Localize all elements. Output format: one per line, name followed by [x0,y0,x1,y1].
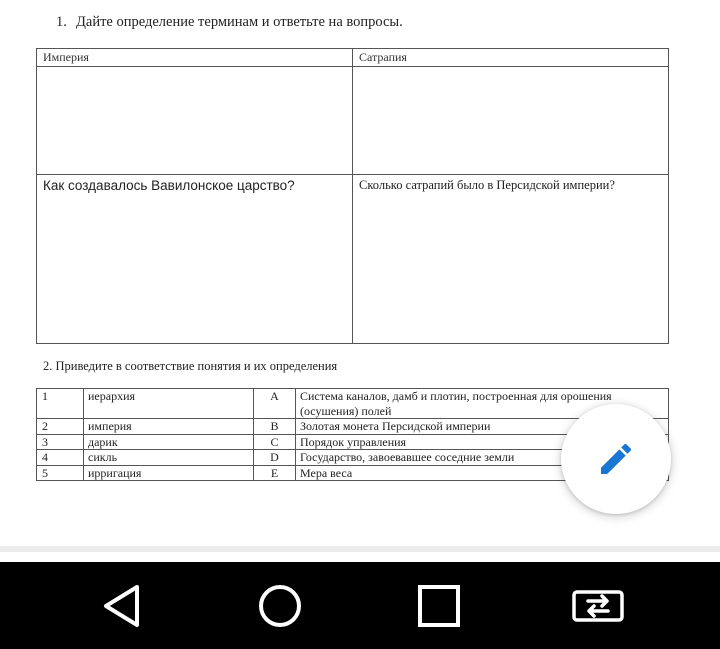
definition-cell: Государство, завоевавшее соседние земли [296,450,669,466]
term-cell: империя [84,419,254,435]
term-cell: сикль [84,450,254,466]
row-number: 3 [37,434,84,450]
letter-cell: B [254,419,296,435]
recents-square-icon [416,583,462,629]
content-bottom-divider [0,546,720,552]
definition-cell: Мера веса [296,465,669,481]
cell-satrapies-question [353,175,669,344]
rotate-screen-button[interactable] [568,580,628,632]
row-number: 1 [37,389,84,419]
edit-fab-button[interactable] [561,404,671,514]
question-babylon: Как создавалось Вавилонское царство? [43,178,295,193]
term-cell: ирригация [84,465,254,481]
table-row [37,389,669,419]
definitions-table [36,48,669,344]
definition-cell: Система каналов, дамб и плотин, построенная для орошения (осушения) полей [296,389,669,419]
definition-cell: Золотая монета Персидской империи [296,419,669,435]
row-number: 5 [37,465,84,481]
rotate-screen-icon [570,586,626,626]
definition-cell: Порядок управления [296,434,669,450]
cell-satrapy-answer [353,67,669,175]
letter-cell: D [254,450,296,466]
home-circle-icon [256,582,304,630]
letter-cell: E [254,465,296,481]
term-cell: дарик [84,434,254,450]
back-button[interactable] [91,580,151,632]
letter-cell: C [254,434,296,450]
home-button[interactable] [250,580,310,632]
pencil-icon [596,439,636,479]
term-cell: иерархия [84,389,254,419]
question-satrapies: Сколько сатрапий было в Персидской империи? [359,178,615,192]
task1-heading [56,14,403,31]
task2-heading: 2. Приведите в соответствие понятия и их определения [43,359,338,373]
cell-satrapy-label: Сатрапия [353,49,669,67]
task1-title: Дайте определение терминам и ответьте на вопросы. [76,14,403,30]
cell-babylon-question [37,175,353,344]
cell-empire-answer [37,67,353,175]
row-number: 2 [37,419,84,435]
letter-cell: A [254,389,296,419]
recents-button[interactable] [409,580,469,632]
back-triangle-icon [99,582,143,630]
cell-empire-label: Империя [37,49,353,67]
task1-number: 1. [56,14,67,30]
row-number: 4 [37,450,84,466]
android-navigation-bar [0,562,720,649]
